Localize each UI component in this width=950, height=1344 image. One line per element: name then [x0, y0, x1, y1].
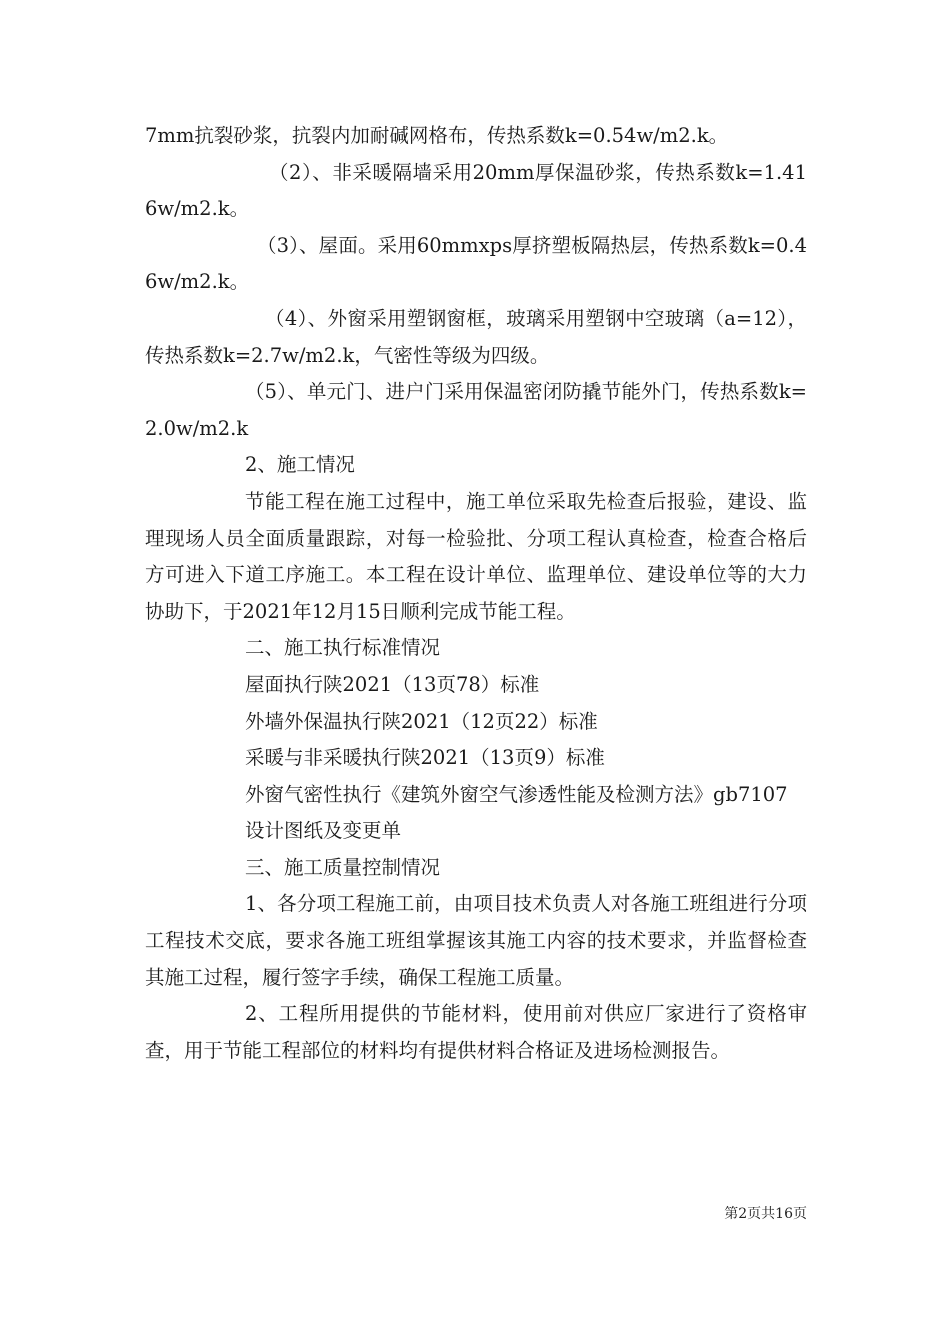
- paragraph-item-2: （2）、非采暖隔墙采用20mm厚保温砂浆，传热系数k=1.416w/m2.k。: [145, 160, 807, 221]
- paragraph-wall-insulation-end: 7mm抗裂砂浆，抗裂内加耐碱网格布，传热系数k=0.54w/m2.k。: [145, 124, 729, 147]
- standard-drawings: 设计图纸及变更单: [245, 819, 402, 843]
- paragraph-item-3: （3）、屋面。采用60mmxps厚挤塑板隔热层，传热系数k=0.46w/m2.k。: [145, 233, 807, 294]
- standard-window-airtightness: 外窗气密性执行《建筑外窗空气渗透性能及检测方法》gb7107: [245, 782, 788, 806]
- section-heading-standards: 二、施工执行标准情况: [245, 636, 441, 660]
- standard-heating: 采暖与非采暖执行陕2021（13页9）标准: [245, 746, 605, 770]
- paragraph-quality-1: 1、各分项工程施工前，由项目技术负责人对各施工班组进行分项工程技术交底，要求各施工班组掌握该其施工内容的技术要求，并监督检查其施工过程，履行签字手续，确保工程施工质量。: [145, 892, 807, 989]
- paragraph-quality-2: 2、工程所用提供的节能材料，使用前对供应厂家进行了资格审查，用于节能工程部位的材料均有提供材料合格证及进场检测报告。: [145, 1002, 807, 1062]
- paragraph-construction: 节能工程在施工过程中，施工单位采取先检查后报验，建设、监理现场人员全面质量跟踪，对每一检验批、分项工程认真检查，检查合格后方可进入下道工序施工。本工程在设计单位、监理单位、建设单位等的大力协助下，于2021年12月15日顺利完成节能工程。: [145, 489, 807, 623]
- paragraph-item-5: （5）、单元门、进户门采用保温密闭防撬节能外门，传热系数k=2.0w/m2.k: [145, 380, 807, 440]
- section-heading-quality: 三、施工质量控制情况: [245, 855, 441, 879]
- paragraph-item-4: （4）、外窗采用塑钢窗框，玻璃采用塑钢中空玻璃（a=12），传热系数k=2.7w/m2.k，气密性等级为四级。: [145, 306, 807, 367]
- standard-exterior-wall: 外墙外保温执行陕2021（12页22）标准: [245, 709, 598, 733]
- section-heading-construction: 2、施工情况: [245, 453, 355, 477]
- document-body: [145, 118, 807, 1069]
- standard-roof: 屋面执行陕2021（13页78）标准: [245, 672, 540, 696]
- page-number: 第2页共16页: [724, 1206, 807, 1222]
